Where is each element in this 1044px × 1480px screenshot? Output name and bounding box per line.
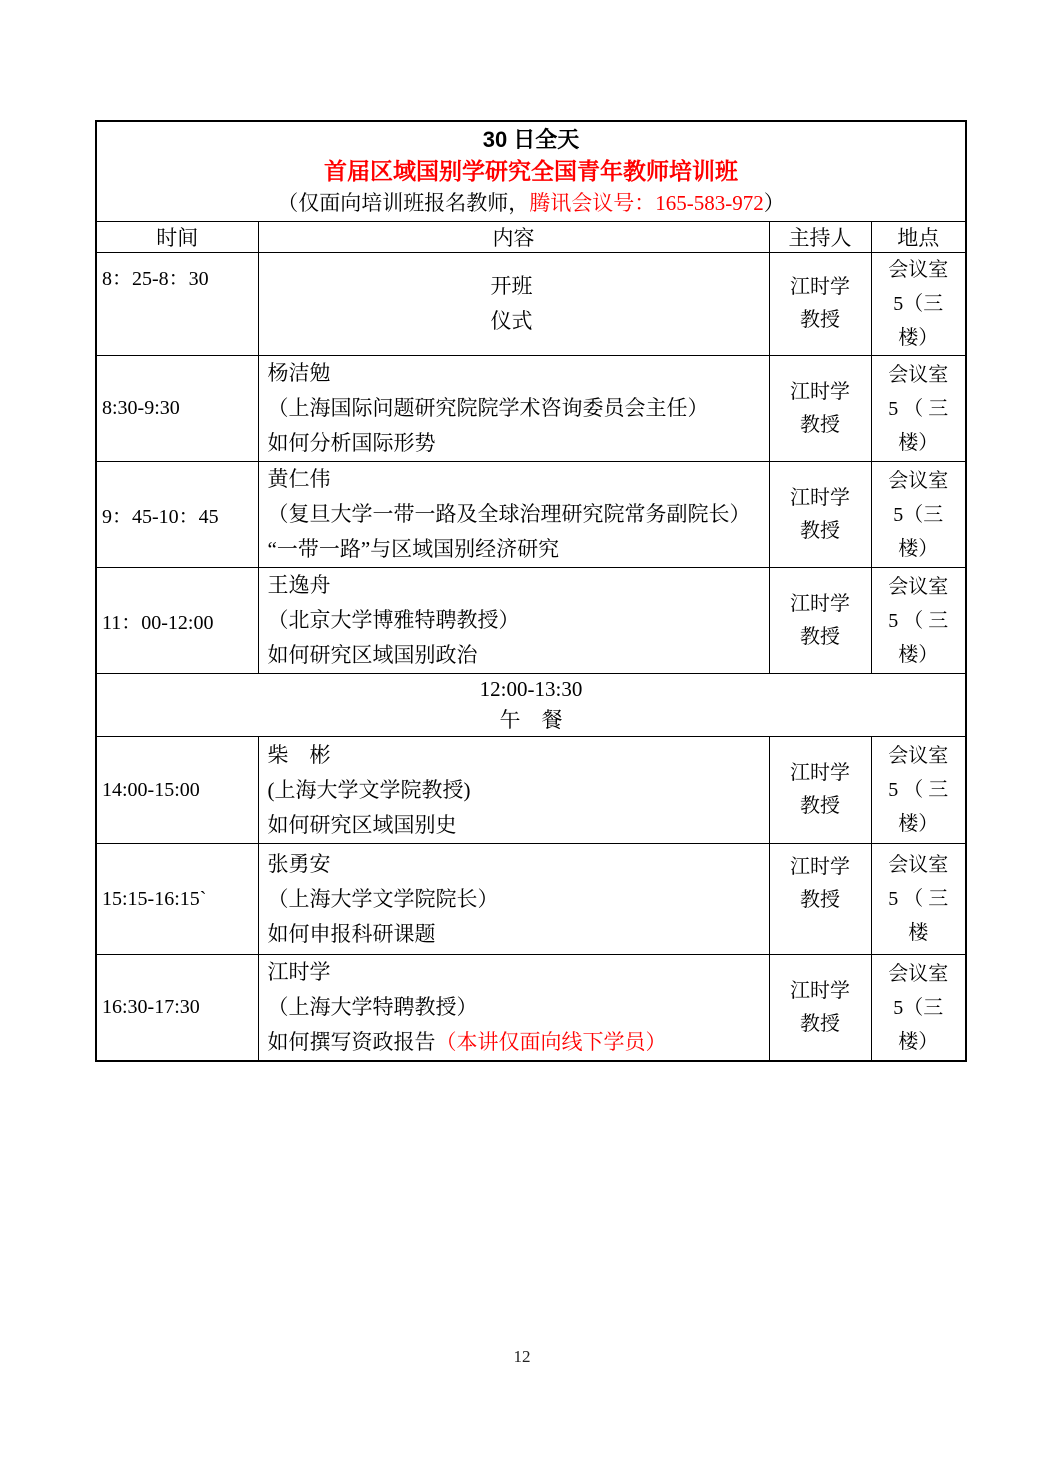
host-line: 教授 bbox=[800, 795, 840, 817]
content-text: 如何研究区域国别史 bbox=[267, 812, 457, 837]
location-line: 会议室 bbox=[888, 259, 949, 281]
subtitle-suffix: ） bbox=[763, 191, 785, 215]
location-line: 会议室 bbox=[888, 854, 949, 876]
host-line: 江时学 bbox=[790, 486, 850, 509]
content-text: 开班 bbox=[490, 274, 533, 298]
location-cell bbox=[871, 462, 966, 568]
host-line: 教授 bbox=[800, 413, 840, 436]
subtitle-meeting-id: 腾讯会议号：165-583-972 bbox=[529, 191, 764, 215]
content-line bbox=[268, 603, 765, 638]
location-line: 楼） bbox=[898, 643, 939, 666]
host-line: 教授 bbox=[800, 1012, 840, 1035]
page-number: 12 bbox=[513, 1347, 531, 1366]
content-text: （上海国际问题研究院院学术咨询委员会主任） bbox=[267, 396, 709, 420]
content-line bbox=[268, 990, 765, 1025]
location-line: 楼） bbox=[898, 813, 939, 835]
location-line: 会议室 bbox=[888, 745, 949, 767]
location-line: 5 （ 三 bbox=[888, 888, 949, 910]
content-cell bbox=[258, 568, 769, 674]
table-title-cell bbox=[96, 121, 966, 222]
location-cell bbox=[871, 253, 966, 356]
host-cell bbox=[769, 844, 871, 955]
content-text: 张勇安 bbox=[267, 851, 331, 876]
subtitle bbox=[97, 188, 965, 219]
host-line: 教授 bbox=[800, 889, 840, 911]
location-line: 会议室 bbox=[888, 575, 949, 598]
host-cell bbox=[769, 737, 871, 844]
host-cell bbox=[769, 568, 871, 674]
time-cell: 16:30-17:30 bbox=[96, 955, 258, 1062]
location-line: 5 （ 三 bbox=[888, 609, 949, 632]
content-note-red: （本讲仅面向线下学员） bbox=[435, 1030, 667, 1054]
location-line: 楼） bbox=[898, 537, 939, 560]
location-line: 楼） bbox=[898, 1030, 939, 1053]
session-row bbox=[96, 737, 966, 844]
content-line bbox=[268, 955, 765, 990]
content-text: “一带一路”与区域国别经济研究 bbox=[267, 537, 560, 561]
location-cell bbox=[871, 356, 966, 462]
content-line bbox=[268, 356, 765, 391]
location-line: 楼） bbox=[898, 431, 939, 454]
content-line bbox=[268, 882, 765, 917]
break-cell bbox=[96, 674, 966, 737]
content-text: 江时学 bbox=[267, 960, 331, 984]
session-row bbox=[96, 356, 966, 462]
location-cell bbox=[871, 568, 966, 674]
content-text: (上海大学文学院教授) bbox=[267, 777, 471, 802]
content-text: 杨洁勉 bbox=[267, 361, 331, 385]
location-line: 会议室 bbox=[888, 363, 949, 386]
content-text: （复旦大学一带一路及全球治理研究院常务副院长） bbox=[267, 502, 751, 526]
course-title: 首届区域国别学研究全国青年教师培训班 bbox=[324, 158, 738, 184]
location-line: 5 （ 三 bbox=[888, 397, 949, 420]
content-line bbox=[268, 568, 765, 603]
content-text: （北京大学博雅特聘教授） bbox=[267, 608, 520, 632]
content-line bbox=[268, 773, 765, 808]
host-line: 江时学 bbox=[790, 762, 850, 784]
location-line: 5（三 bbox=[893, 293, 944, 315]
host-cell bbox=[769, 253, 871, 356]
content-text: （上海大学文学院院长） bbox=[267, 886, 499, 911]
column-header-content: 内容 bbox=[258, 222, 769, 253]
content-text: 柴 彬 bbox=[267, 742, 331, 767]
content-line bbox=[268, 1025, 765, 1060]
location-line: 5 （ 三 bbox=[888, 779, 949, 801]
content-text: 如何研究区域国别政治 bbox=[267, 643, 478, 667]
host-cell bbox=[769, 356, 871, 462]
content-text: 黄仁伟 bbox=[267, 467, 331, 491]
break-line: 12:00-13:30 bbox=[479, 677, 583, 701]
content-line bbox=[268, 917, 765, 952]
session-row bbox=[96, 462, 966, 568]
content-cell bbox=[258, 955, 769, 1062]
host-line: 教授 bbox=[800, 519, 840, 542]
host-line: 江时学 bbox=[790, 276, 850, 298]
session-row bbox=[96, 844, 966, 955]
column-header-row bbox=[96, 222, 966, 253]
schedule-table bbox=[95, 120, 967, 1062]
column-header-location: 地点 bbox=[871, 222, 966, 253]
host-line: 江时学 bbox=[790, 592, 850, 615]
session-row bbox=[96, 568, 966, 674]
location-line: 楼） bbox=[898, 327, 939, 349]
content-text: 仪式 bbox=[490, 309, 533, 333]
content-cell bbox=[258, 253, 769, 356]
content-line bbox=[268, 391, 765, 426]
content-cell bbox=[258, 737, 769, 844]
content-line bbox=[268, 808, 765, 843]
time-cell: 15:15-16:15` bbox=[96, 844, 258, 955]
content-line bbox=[268, 738, 765, 773]
host-line: 教授 bbox=[800, 309, 840, 331]
break-row bbox=[96, 674, 966, 737]
content-line bbox=[268, 847, 765, 882]
time-cell: 9：45-10：45 bbox=[96, 462, 258, 568]
time-cell: 14:00-15:00 bbox=[96, 737, 258, 844]
content-line bbox=[268, 497, 765, 532]
column-header-time: 时间 bbox=[96, 222, 258, 253]
content-cell bbox=[258, 462, 769, 568]
content-cell bbox=[258, 356, 769, 462]
day-title: 30 日全天 bbox=[482, 127, 580, 152]
content-line bbox=[268, 462, 765, 497]
content-text: 如何撰写资政报告 bbox=[267, 1030, 436, 1054]
location-line: 会议室 bbox=[888, 469, 949, 492]
time-cell: 8：25-8：30 bbox=[96, 253, 258, 356]
content-line bbox=[268, 638, 765, 673]
host-cell bbox=[769, 462, 871, 568]
time-cell: 8:30-9:30 bbox=[96, 356, 258, 462]
content-text: （上海大学特聘教授） bbox=[267, 995, 478, 1019]
host-line: 江时学 bbox=[790, 856, 850, 878]
break-line: 午 餐 bbox=[499, 708, 563, 732]
content-line bbox=[259, 304, 765, 339]
location-line: 会议室 bbox=[888, 962, 949, 985]
host-line: 江时学 bbox=[790, 979, 850, 1002]
location-line: 5（三 bbox=[893, 996, 944, 1019]
content-text: 王逸舟 bbox=[267, 573, 331, 597]
location-line: 楼 bbox=[908, 922, 929, 944]
location-cell bbox=[871, 737, 966, 844]
location-cell bbox=[871, 955, 966, 1062]
content-line bbox=[268, 426, 765, 461]
content-line bbox=[259, 269, 765, 304]
host-cell bbox=[769, 955, 871, 1062]
location-cell bbox=[871, 844, 966, 955]
subtitle-prefix: （仅面向培训班报名教师， bbox=[277, 191, 530, 215]
content-text: 如何申报科研课题 bbox=[267, 921, 436, 946]
host-line: 教授 bbox=[800, 625, 840, 648]
time-cell: 11：00-12:00 bbox=[96, 568, 258, 674]
column-header-host: 主持人 bbox=[769, 222, 871, 253]
content-text: 如何分析国际形势 bbox=[267, 431, 436, 455]
session-row bbox=[96, 955, 966, 1062]
host-line: 江时学 bbox=[790, 380, 850, 403]
session-row bbox=[96, 253, 966, 356]
content-line bbox=[268, 532, 765, 567]
table-title-row bbox=[96, 121, 966, 222]
content-cell bbox=[258, 844, 769, 955]
location-line: 5（三 bbox=[893, 503, 944, 526]
